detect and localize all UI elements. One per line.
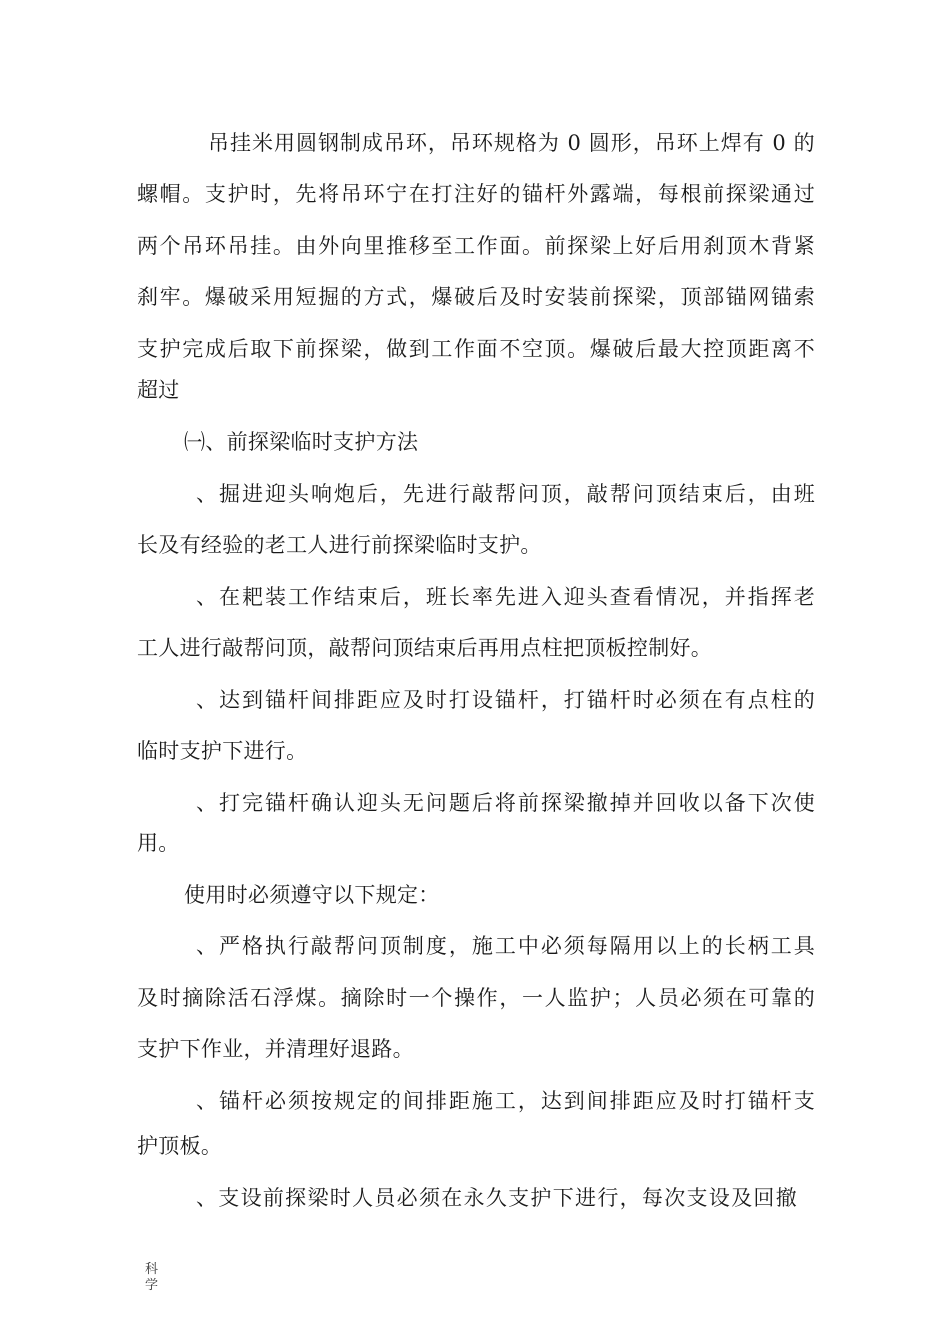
paragraph-line: 用。 (137, 831, 180, 855)
footer-text: 科 (145, 1262, 159, 1277)
paragraph-line: 长及有经验的老工人进行前探梁临时支护。 (137, 533, 542, 557)
paragraph-line: 、严格执行敲帮问顶制度，施工中必须每隔用以上的长柄工具 (196, 934, 815, 958)
paragraph-line: 、掘进迎头响炮后，先进行敲帮问顶，敲帮问顶结束后，由班 (196, 482, 815, 506)
paragraph-line: 及时摘除活石浮煤。摘除时一个操作，一人监护；人员必须在可靠的 (137, 986, 815, 1010)
paragraph-line: 支护下作业，并清理好退路。 (137, 1037, 414, 1061)
footer-text: 学 (145, 1278, 159, 1293)
paragraph-line: 、支设前探梁时人员必须在永久支护下进行，每次支设及回撤 (196, 1186, 797, 1210)
paragraph-line: 吊挂米用圆钢制成吊环，吊环规格为 0 圆形，吊环上焊有 0 的 (208, 131, 815, 155)
paragraph-line: 、打完锚杆确认迎头无问题后将前探梁撤掉并回收以备下次使 (196, 791, 815, 815)
paragraph-line: 支护完成后取下前探梁，做到工作面不空顶。爆破后最大控顶距离不 (137, 337, 815, 361)
paragraph-line: 超过 (137, 378, 180, 402)
paragraph-line: 、在耙装工作结束后，班长率先进入迎头查看情况，并指挥老 (196, 585, 815, 609)
paragraph-line: 两个吊环吊挂。由外向里推移至工作面。前探梁上好后用刹顶木背紧 (137, 234, 815, 258)
paragraph-line: 临时支护下进行。 (137, 739, 308, 763)
section-heading: ㈠、前探梁临时支护方法 (184, 430, 419, 454)
paragraph-line: 工人进行敲帮问顶，敲帮问顶结束后再用点柱把顶板控制好。 (137, 636, 713, 660)
paragraph-line: 螺帽。支护时，先将吊环宁在打注好的锚杆外露端，每根前探梁通过 (137, 182, 815, 206)
paragraph-line: 刹牢。爆破采用短掘的方式，爆破后及时安装前探梁，顶部锚网锚索 (137, 285, 815, 309)
subheading: 使用时必须遵守以下规定： (184, 883, 440, 907)
paragraph-line: 护顶板。 (137, 1134, 223, 1158)
paragraph-line: 、达到锚杆间排距应及时打设锚杆，打锚杆时必须在有点柱的 (196, 688, 815, 712)
paragraph-line: 、锚杆必须按规定的间排距施工，达到间排距应及时打锚杆支 (196, 1089, 815, 1113)
